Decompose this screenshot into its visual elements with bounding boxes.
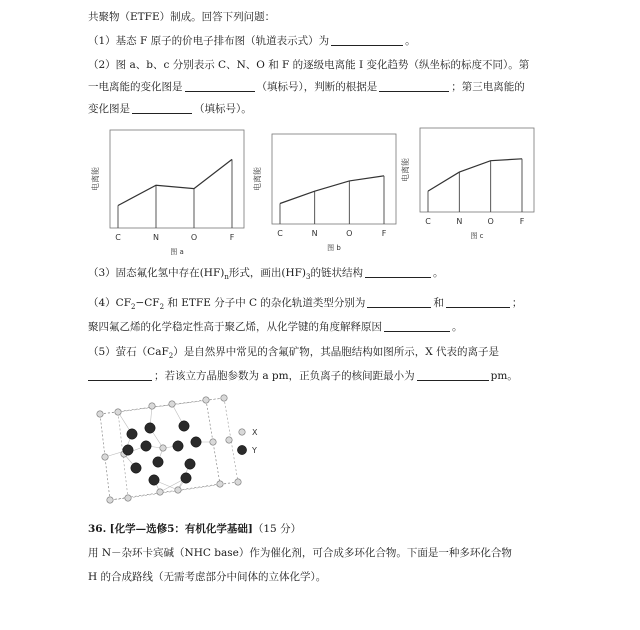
lattice-ion-x xyxy=(115,409,121,415)
question-2-line3 xyxy=(88,102,252,116)
question-2-line1: （2）图 a、b、c 分别表示 C、N、O 和 F 的逐级电离能 I 变化趋势（纵坐标的标度不同）。第 xyxy=(88,59,530,71)
chart-xlabel: F xyxy=(229,233,235,242)
chart-frame xyxy=(110,130,244,228)
chart-frame xyxy=(272,134,396,224)
legend-x-label: X xyxy=(252,428,258,437)
lattice-ion-x xyxy=(235,479,241,485)
chart-xlabel: O xyxy=(190,233,198,242)
chart-series-line xyxy=(280,176,384,204)
chart-ylabel: 电离能 xyxy=(401,158,410,182)
lattice-ion-x xyxy=(221,395,227,401)
q4-and: 和 xyxy=(433,297,444,309)
q4-hybrid-blank-2[interactable] xyxy=(446,296,510,308)
q3-text-c: 的链状结构 xyxy=(310,267,363,279)
chart-xlabel: O xyxy=(487,217,494,226)
q5-text-a: （5）萤石（CaF xyxy=(88,346,169,358)
q2-reason-blank[interactable] xyxy=(379,80,449,92)
lattice-ion-y xyxy=(145,423,155,433)
q4-end-2: 。 xyxy=(452,321,463,333)
chart-caption: 图 b xyxy=(327,244,341,252)
q4-text-d: 聚四氟乙烯的化学稳定性高于聚乙烯，从化学键的角度解释原因 xyxy=(88,321,382,333)
question-5-line2 xyxy=(88,369,518,383)
section-36-number: 36. xyxy=(88,523,107,535)
legend-y-label: Y xyxy=(252,446,257,455)
lattice-ion-y xyxy=(181,473,191,483)
lattice-ion-y xyxy=(127,429,137,439)
question-1 xyxy=(88,34,416,48)
question-4 xyxy=(88,296,522,314)
q2-text-e: （填标号）。 xyxy=(194,103,252,115)
question-5 xyxy=(88,345,499,363)
q4-hybrid-blank-1[interactable] xyxy=(367,296,431,308)
lattice-ion-y xyxy=(191,437,201,447)
lattice-ion-y xyxy=(141,441,151,451)
lattice-ion-y xyxy=(149,475,159,485)
lattice-ion-x xyxy=(203,397,209,403)
question-4-line2 xyxy=(88,320,463,334)
q3-text-b: 形式，画出 xyxy=(228,267,282,279)
q2-text-b: （填标号），判断的根据是 xyxy=(256,81,378,93)
chart-xlabel: F xyxy=(381,229,387,238)
lattice-ion-y xyxy=(123,445,133,455)
q1-end: 。 xyxy=(405,35,416,47)
chart-frame xyxy=(420,128,534,212)
q1-text: （1）基态 F 原子的价电子排布图（轨道表示式）为 xyxy=(88,35,330,47)
chart-series-line xyxy=(428,159,522,191)
lattice-ion-x xyxy=(157,489,163,495)
chart-series-line xyxy=(118,159,232,205)
chart-xlabel: C xyxy=(277,229,283,238)
lattice-ion-y xyxy=(173,441,183,451)
q5-text-b: ）是自然界中常见的含氟矿物，其晶胞结构如图所示，X 代表的离子是 xyxy=(173,346,500,358)
question-2-line2 xyxy=(88,80,525,94)
intro-line: 共聚物（ETFE）制成。回答下列问题： xyxy=(88,11,276,23)
q4-text-a: （4）CF xyxy=(88,297,131,309)
q4-sub-1: 2 xyxy=(131,303,136,312)
lattice-ion-y xyxy=(131,463,141,473)
legend-y-marker xyxy=(237,445,246,454)
lattice-ion-x xyxy=(102,454,108,460)
lattice-ion-y xyxy=(179,421,189,431)
q1-answer-blank[interactable] xyxy=(331,34,403,46)
q3-end: 。 xyxy=(432,267,444,279)
chart-c xyxy=(398,124,538,244)
lattice-ion-x xyxy=(210,439,216,445)
chart-caption: 图 c xyxy=(470,232,484,240)
lattice-ion-x xyxy=(149,403,155,409)
question-3 xyxy=(88,266,443,284)
lattice-ion-y xyxy=(153,457,163,467)
chart-xlabel: N xyxy=(456,217,463,226)
chart-a xyxy=(88,126,248,260)
section-36-heading xyxy=(88,522,301,536)
chart-xlabel: N xyxy=(311,229,318,238)
section-36-title: [化学—选修5：有机化学基础] xyxy=(109,523,253,535)
chart-ylabel: 电离能 xyxy=(91,167,100,191)
q4-text-c: 和 ETFE 分子中 C 的杂化轨道类型分别为 xyxy=(164,297,366,309)
lattice-ion-x xyxy=(107,497,113,503)
chart-xlabel: C xyxy=(425,217,431,226)
lattice-ion-x xyxy=(97,411,103,417)
q5-end: pm。 xyxy=(490,370,518,382)
lattice-ion-x xyxy=(169,401,175,407)
section-36-line1: 用 N－杂环卡宾碱（NHC base）作为催化剂，可合成多环化合物。下面是一种多环化合物 xyxy=(88,547,512,559)
legend-x-marker xyxy=(239,429,245,435)
q3-hf-n: (HF) xyxy=(199,267,225,279)
lattice-ion-y xyxy=(185,459,195,469)
q4-end: ； xyxy=(511,297,523,309)
q5-text-c: ；若该立方晶胞参数为 a pm，正负离子的核间距最小为 xyxy=(154,370,415,382)
q2-text-a: 一电离能的变化图是 xyxy=(88,81,183,93)
chart-xlabel: N xyxy=(153,233,159,242)
chart-b xyxy=(250,130,400,256)
lattice-ion-x xyxy=(125,495,131,501)
q4-sub-2: 2 xyxy=(159,303,165,312)
section-36-points: （15 分） xyxy=(252,523,302,535)
q4-reason-blank[interactable] xyxy=(384,320,450,332)
lattice-ion-x xyxy=(160,445,166,451)
q3-text-a: （3）固态氟化氢中存在 xyxy=(88,267,200,279)
q5-ion-blank[interactable] xyxy=(88,369,152,381)
lattice-ion-x xyxy=(175,487,181,493)
q3-structure-blank[interactable] xyxy=(365,266,431,278)
q5-distance-blank[interactable] xyxy=(417,369,489,381)
q2-third-ie-blank[interactable] xyxy=(132,102,192,114)
q3-hf-3-sub: 3 xyxy=(305,273,311,282)
crystal-lattice-figure xyxy=(88,392,268,514)
q3-hf-3: (HF) xyxy=(281,267,306,279)
q4-text-b: −CF xyxy=(135,297,160,309)
q2-text-d: 变化图是 xyxy=(88,103,130,115)
q5-sub: 2 xyxy=(168,352,174,361)
q2-first-ie-blank[interactable] xyxy=(185,80,255,92)
lattice-ion-x xyxy=(217,481,223,487)
lattice-ion-x xyxy=(226,437,232,443)
chart-xlabel: C xyxy=(115,233,121,242)
chart-caption: 图 a xyxy=(170,248,184,256)
section-36-line2: H 的合成路线（无需考虑部分中间体的立体化学）。 xyxy=(88,571,327,583)
chart-ylabel: 电离能 xyxy=(253,167,262,191)
q2-text-c: ；第三电离能的 xyxy=(451,81,525,93)
chart-xlabel: O xyxy=(346,229,353,238)
chart-xlabel: F xyxy=(519,217,525,226)
q3-hf-n-sub: n xyxy=(224,273,229,282)
